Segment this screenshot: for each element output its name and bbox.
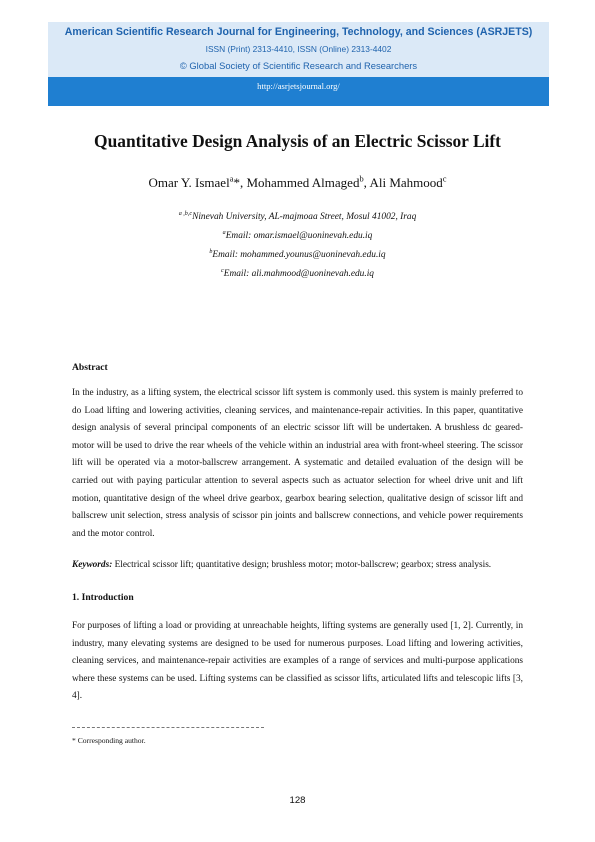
introduction-body: For purposes of lifting a load or providing at unreachable heights, lifting systems are generally used [1, 2]. Currently, in industry, many elevating systems are designed to be used for numerous purposes. Load lifting and lowering activities, cleaning services, and maintenance-repair activities are examples of a range of services and multi-purpose applications where these systems can be used. Lifting systems can be classified as scissor lifts, articulated lifts and telescopic lifts [3, 4]. (72, 621, 523, 702)
section-heading-introduction: 1. Introduction (72, 592, 134, 603)
journal-society: © Global Society of Scientific Research and Researchers (179, 60, 418, 71)
email-line (40, 269, 555, 279)
keywords-line (72, 560, 523, 570)
email-text[interactable]: Email: ali.mahmood@uoninevah.edu.iq (223, 269, 374, 279)
author-name: Omar Y. Ismael (148, 175, 230, 190)
journal-title: American Scientific Research Journal for Engineering, Technology, and Sciences (ASRJETS) (64, 26, 533, 38)
author-affiliation-mark: c (442, 173, 447, 184)
affiliation-line (40, 212, 555, 222)
keywords-text: Electrical scissor lift; quantitative design; brushless motor; motor-ballscrew; gearbox; stress analysis. (112, 560, 492, 570)
affiliation-mark: a ,b,c (178, 210, 193, 217)
email-text[interactable]: Email: omar.ismael@uoninevah.edu.iq (225, 231, 373, 241)
email-line (40, 250, 555, 260)
journal-url-band (48, 77, 549, 106)
affiliation-mark: b (209, 248, 213, 255)
footnote-divider (72, 727, 264, 728)
author-name: Mohammed Almaged (246, 175, 360, 190)
affiliation-text: Ninevah University, AL-majmoaa Street, Mosul 41002, Iraq (192, 212, 417, 222)
page-number: 128 (289, 795, 306, 806)
author-separator: *, (233, 175, 247, 190)
email-line (40, 231, 555, 241)
footnote: * Corresponding author. (72, 736, 146, 745)
keywords-label: Keywords: (72, 560, 113, 570)
author-affiliation-mark: b (359, 173, 364, 184)
abstract-heading: Abstract (72, 362, 108, 373)
author-name: Ali Mahmood (369, 175, 443, 190)
paper-title: Quantitative Design Analysis of an Electric Scissor Lift (94, 131, 501, 151)
affiliation-mark: c (221, 267, 224, 274)
author-affiliation-mark: a (229, 173, 234, 184)
journal-url-link[interactable]: http://asrjetsjournal.org/ (257, 81, 340, 91)
author-separator: , (363, 175, 370, 190)
journal-issn: ISSN (Print) 2313-4410, ISSN (Online) 2313-4402 (205, 44, 392, 54)
abstract-body: In the industry, as a lifting system, the electrical scissor lift system is commonly used. this system is mainly preferred to do Load lifting and lowering activities, cleaning services, and maintenance-repair activities. In this paper, quantitative design analysis of several principal components of an electric scissor lift will be undertaken. A brushless dc geared-motor will be used to drive the rear wheels of the vehicle within an industrial area with front-wheel steering. The scissor lift will be operated via a motor-ballscrew arrangement. A systematic and detailed evaluation of the design will be carried out with paying particular attention to several aspects such as actuator selection for wheel drive unit and lift motion, quantitative design of the wheel drive gearbox, gearbox bearing selection, qualitative design of scissor lift and ballscrew unit selection, stress analysis of scissor pin joints and ballscrew connections, and vehicle power requirements and the motor control. (72, 388, 523, 539)
author-list (40, 175, 555, 191)
email-text[interactable]: Email: mohammed.younus@uoninevah.edu.iq (212, 250, 386, 260)
affiliation-mark: a (222, 229, 226, 236)
journal-header (48, 22, 549, 106)
